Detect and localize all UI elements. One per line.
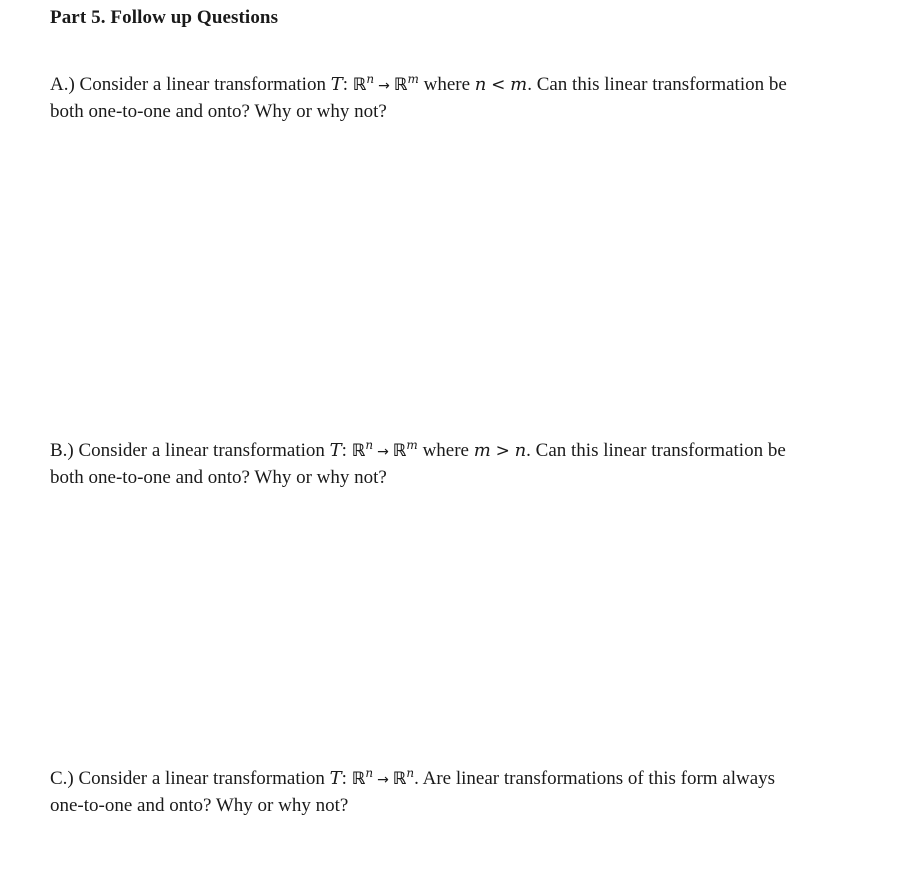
question-c-arrow: →: [377, 772, 389, 788]
question-b-transform-symbol: T: [329, 440, 342, 461]
question-b-lead: B.) Consider a linear transformation: [50, 440, 330, 461]
question-a-line-2: both one-to-one and onto? Why or why not?: [50, 101, 387, 122]
question-a-codomain-exponent: m: [407, 72, 419, 86]
question-b-rest: . Can this linear transformation be: [526, 440, 786, 461]
question-c-transform-symbol: T: [329, 768, 342, 789]
question-c-line-1: [50, 766, 880, 793]
question-c-codomain-exponent: n: [406, 766, 415, 780]
question-a-lead: A.) Consider a linear transformation: [50, 74, 331, 95]
question-c-codomain-symbol: ℝ: [392, 769, 407, 789]
question-a-colon: :: [342, 74, 348, 95]
question-a-where: where: [418, 74, 475, 95]
question-a-operator: <: [491, 75, 506, 95]
question-a-var-1: n: [474, 74, 487, 95]
question-c-line-2: one-to-one and onto? Why or why not?: [50, 795, 349, 816]
question-b-line-2: both one-to-one and onto? Why or why not?: [50, 467, 387, 488]
question-b-domain-exponent: n: [365, 438, 374, 452]
question-a-rest: . Can this linear transformation be: [527, 74, 787, 95]
question-a-line-1: [50, 72, 880, 99]
question-b-where: where: [417, 440, 474, 461]
question-b-var-2: n: [514, 440, 527, 461]
question-c-lead: C.) Consider a linear transformation: [50, 768, 330, 789]
question-b-operator: >: [495, 441, 510, 461]
question-b-codomain-symbol: ℝ: [392, 441, 407, 461]
question-c-colon: :: [341, 768, 347, 789]
question-c: [50, 766, 880, 819]
question-a-arrow: →: [378, 78, 390, 94]
question-b-var-1: m: [473, 440, 491, 461]
question-a-domain-symbol: ℝ: [352, 75, 367, 95]
question-b: [50, 438, 880, 491]
question-a-domain-exponent: n: [366, 72, 375, 86]
question-c-rest: . Are linear transformations of this form always: [414, 768, 776, 789]
question-b-line-1: [50, 438, 880, 465]
question-b-colon: :: [341, 440, 347, 461]
question-a-transform-symbol: T: [330, 74, 343, 95]
question-a-var-2: m: [510, 74, 528, 95]
question-b-domain-symbol: ℝ: [351, 441, 366, 461]
question-a-codomain-symbol: ℝ: [393, 75, 408, 95]
question-c-domain-exponent: n: [365, 766, 374, 780]
question-a: [50, 72, 880, 125]
question-b-arrow: →: [377, 444, 389, 460]
page-heading: Part 5. Follow up Questions: [50, 7, 279, 28]
question-c-domain-symbol: ℝ: [351, 769, 366, 789]
question-b-codomain-exponent: m: [406, 438, 418, 452]
